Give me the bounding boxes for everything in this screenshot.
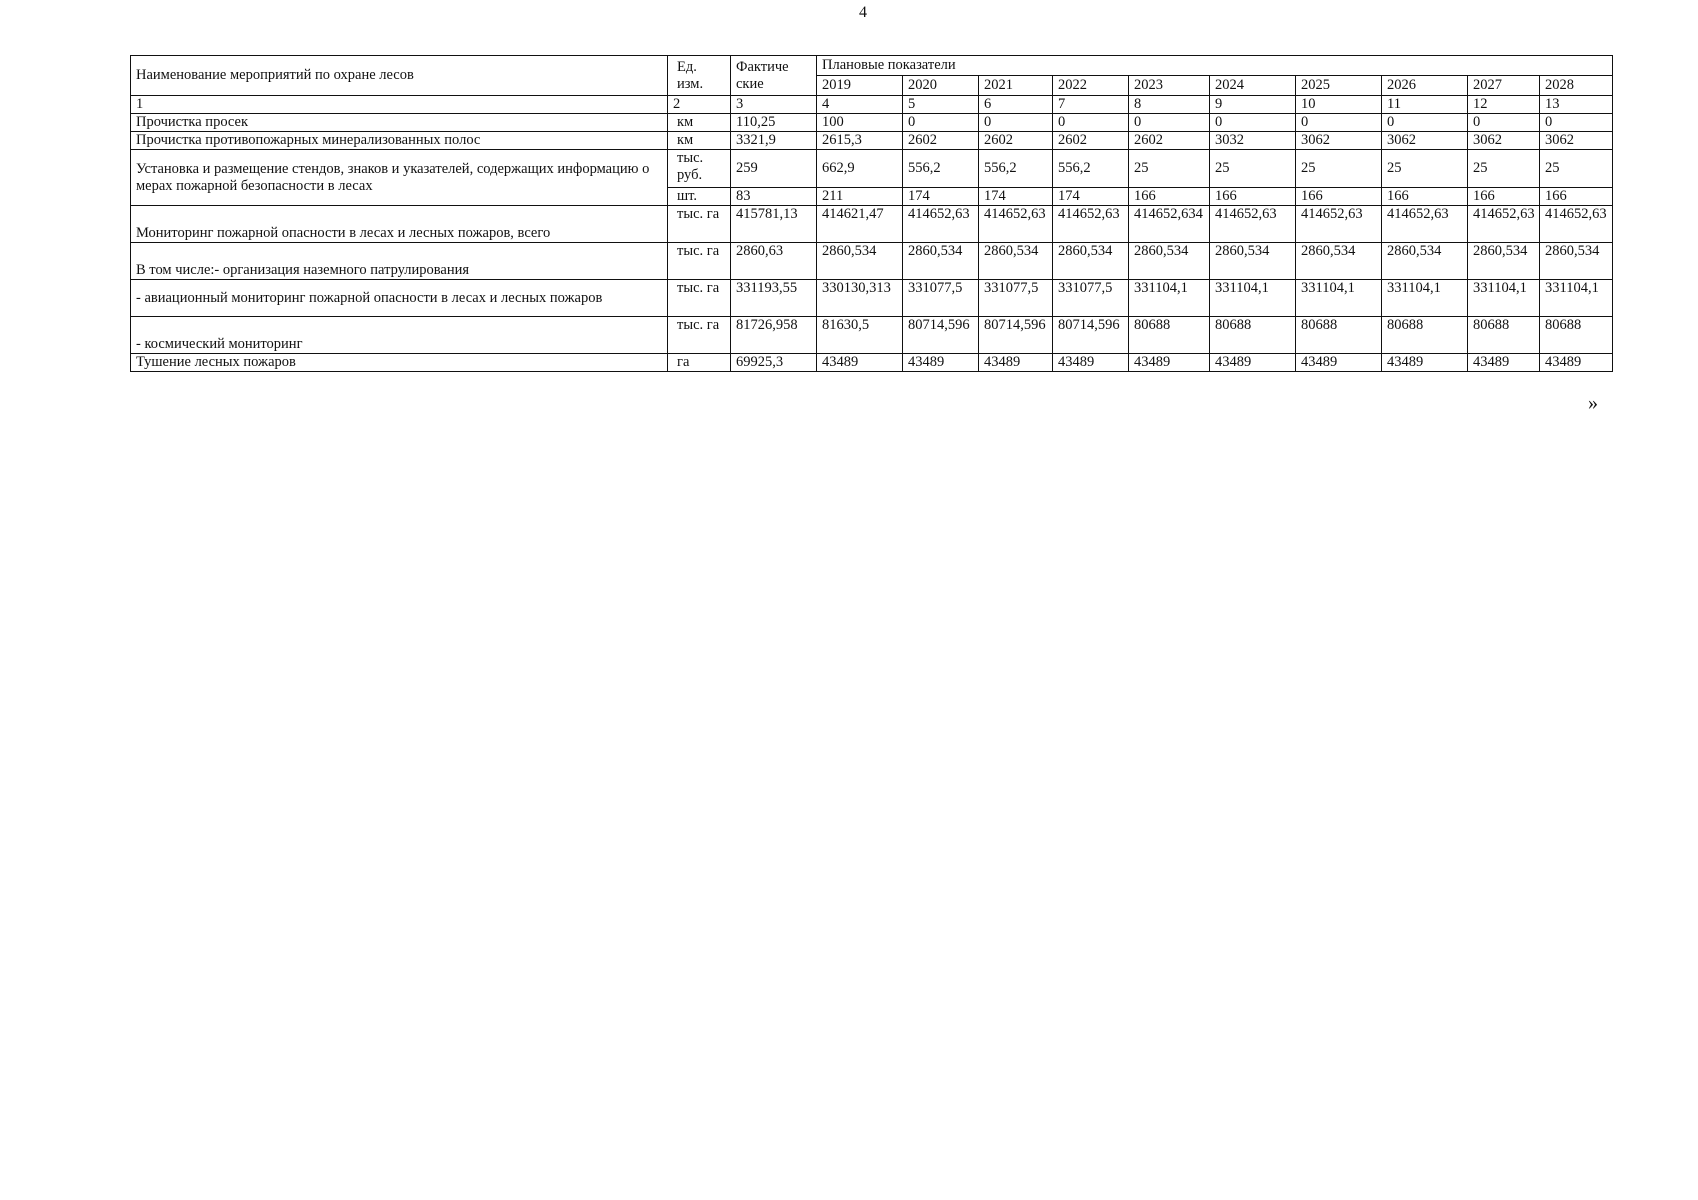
value-cell: 556,2 xyxy=(979,150,1053,188)
column-number-cell: 13 xyxy=(1540,96,1613,114)
value-cell: 80688 xyxy=(1129,317,1210,354)
value-cell: 25 xyxy=(1540,150,1613,188)
column-number-cell: 7 xyxy=(1053,96,1129,114)
value-cell: 414652,63 xyxy=(1382,206,1468,243)
header-name-cell: Наименование мероприятий по охране лесов xyxy=(131,56,668,96)
activity-name-cell: Прочистка противопожарных минерализованных полос xyxy=(131,132,668,150)
value-cell: 174 xyxy=(903,188,979,206)
header-year-cell: 2028 xyxy=(1540,76,1613,96)
value-cell: 2860,534 xyxy=(1296,243,1382,280)
value-cell: 80714,596 xyxy=(1053,317,1129,354)
value-cell: 414621,47 xyxy=(817,206,903,243)
value-cell: 0 xyxy=(1382,114,1468,132)
unit-cell: км xyxy=(668,132,731,150)
value-cell: 414652,63 xyxy=(1053,206,1129,243)
value-cell: 2860,534 xyxy=(903,243,979,280)
closing-quote-mark: » xyxy=(1588,392,1598,414)
value-cell: 0 xyxy=(1296,114,1382,132)
value-cell: 0 xyxy=(1129,114,1210,132)
value-cell: 25 xyxy=(1468,150,1540,188)
value-cell: 0 xyxy=(1540,114,1613,132)
value-cell: 331104,1 xyxy=(1296,280,1382,317)
unit-cell: тыс. га xyxy=(668,243,731,280)
column-number-cell: 3 xyxy=(731,96,817,114)
activity-name-cell: - авиационный мониторинг пожарной опасности в лесах и лесных пожаров xyxy=(131,280,668,317)
value-cell: 80688 xyxy=(1210,317,1296,354)
value-cell: 80714,596 xyxy=(979,317,1053,354)
header-row xyxy=(131,56,1613,76)
table-row xyxy=(131,206,1613,243)
column-number-cell: 10 xyxy=(1296,96,1382,114)
header-year-cell: 2020 xyxy=(903,76,979,96)
value-cell: 83 xyxy=(731,188,817,206)
activity-name-cell: В том числе:- организация наземного патрулирования xyxy=(131,243,668,280)
value-cell: 331104,1 xyxy=(1540,280,1613,317)
table-row xyxy=(131,280,1613,317)
value-cell: 2615,3 xyxy=(817,132,903,150)
value-cell: 166 xyxy=(1296,188,1382,206)
value-cell: 3062 xyxy=(1468,132,1540,150)
value-cell: 0 xyxy=(903,114,979,132)
header-actual-line: ские xyxy=(736,75,764,92)
column-number-cell: 5 xyxy=(903,96,979,114)
value-cell: 166 xyxy=(1382,188,1468,206)
value-cell: 331104,1 xyxy=(1129,280,1210,317)
value-cell: 0 xyxy=(1210,114,1296,132)
value-cell: 80714,596 xyxy=(903,317,979,354)
value-cell: 81726,958 xyxy=(731,317,817,354)
value-cell: 25 xyxy=(1382,150,1468,188)
value-cell: 2602 xyxy=(903,132,979,150)
column-number-cell: 2 xyxy=(668,96,731,114)
value-cell: 331193,55 xyxy=(731,280,817,317)
value-cell: 2860,534 xyxy=(1053,243,1129,280)
unit-cell: га xyxy=(668,354,731,372)
unit-cell: шт. xyxy=(668,188,731,206)
forest-protection-table-container xyxy=(130,55,1612,372)
value-cell: 2602 xyxy=(1053,132,1129,150)
value-cell: 2860,534 xyxy=(1540,243,1613,280)
value-cell: 43489 xyxy=(1382,354,1468,372)
value-cell: 414652,63 xyxy=(979,206,1053,243)
value-cell: 556,2 xyxy=(1053,150,1129,188)
column-number-cell: 9 xyxy=(1210,96,1296,114)
value-cell: 331104,1 xyxy=(1468,280,1540,317)
unit-cell: тыс. руб. xyxy=(668,150,731,188)
value-cell: 25 xyxy=(1210,150,1296,188)
header-year-cell: 2024 xyxy=(1210,76,1296,96)
table-row xyxy=(131,317,1613,354)
value-cell: 166 xyxy=(1540,188,1613,206)
value-cell: 414652,634 xyxy=(1129,206,1210,243)
value-cell: 2602 xyxy=(1129,132,1210,150)
value-cell: 259 xyxy=(731,150,817,188)
value-cell: 43489 xyxy=(817,354,903,372)
header-year-cell: 2027 xyxy=(1468,76,1540,96)
page-number-mark: 4 xyxy=(859,4,867,21)
value-cell: 43489 xyxy=(1210,354,1296,372)
value-cell: 3062 xyxy=(1540,132,1613,150)
value-cell: 43489 xyxy=(1129,354,1210,372)
header-year-cell: 2022 xyxy=(1053,76,1129,96)
table-row xyxy=(131,354,1613,372)
unit-cell: тыс. га xyxy=(668,280,731,317)
value-cell: 3062 xyxy=(1382,132,1468,150)
column-number-cell: 6 xyxy=(979,96,1053,114)
header-year-cell: 2025 xyxy=(1296,76,1382,96)
activity-name-cell: - космический мониторинг xyxy=(131,317,668,354)
unit-cell: тыс. га xyxy=(668,317,731,354)
value-cell: 2860,534 xyxy=(817,243,903,280)
column-number-cell: 8 xyxy=(1129,96,1210,114)
value-cell: 110,25 xyxy=(731,114,817,132)
value-cell: 43489 xyxy=(1540,354,1613,372)
value-cell: 69925,3 xyxy=(731,354,817,372)
value-cell: 2860,63 xyxy=(731,243,817,280)
value-cell: 662,9 xyxy=(817,150,903,188)
value-cell: 414652,63 xyxy=(903,206,979,243)
value-cell: 3032 xyxy=(1210,132,1296,150)
value-cell: 2860,534 xyxy=(1210,243,1296,280)
value-cell: 331077,5 xyxy=(979,280,1053,317)
value-cell: 81630,5 xyxy=(817,317,903,354)
value-cell: 174 xyxy=(979,188,1053,206)
header-year-cell: 2023 xyxy=(1129,76,1210,96)
value-cell: 43489 xyxy=(903,354,979,372)
value-cell: 0 xyxy=(1053,114,1129,132)
header-planned-cell: Плановые показатели xyxy=(817,56,1613,76)
value-cell: 0 xyxy=(1468,114,1540,132)
value-cell: 211 xyxy=(817,188,903,206)
value-cell: 414652,63 xyxy=(1296,206,1382,243)
table-row xyxy=(131,132,1613,150)
value-cell: 43489 xyxy=(1296,354,1382,372)
value-cell: 2860,534 xyxy=(1129,243,1210,280)
header-actual-line: Фактиче xyxy=(736,58,789,75)
value-cell: 330130,313 xyxy=(817,280,903,317)
activity-name-cell: Тушение лесных пожаров xyxy=(131,354,668,372)
column-number-cell: 4 xyxy=(817,96,903,114)
value-cell: 331077,5 xyxy=(1053,280,1129,317)
activity-name-cell: Прочистка просек xyxy=(131,114,668,132)
column-number-cell: 1 xyxy=(131,96,668,114)
value-cell: 331104,1 xyxy=(1210,280,1296,317)
value-cell: 2860,534 xyxy=(1382,243,1468,280)
unit-cell: тыс. га xyxy=(668,206,731,243)
value-cell: 166 xyxy=(1210,188,1296,206)
value-cell: 414652,63 xyxy=(1210,206,1296,243)
value-cell: 43489 xyxy=(979,354,1053,372)
value-cell: 166 xyxy=(1468,188,1540,206)
value-cell: 43489 xyxy=(1053,354,1129,372)
header-year-cell: 2019 xyxy=(817,76,903,96)
header-year-cell: 2026 xyxy=(1382,76,1468,96)
column-number-cell: 11 xyxy=(1382,96,1468,114)
table-row xyxy=(131,150,1613,188)
activity-name-cell: Мониторинг пожарной опасности в лесах и лесных пожаров, всего xyxy=(131,206,668,243)
value-cell: 3062 xyxy=(1296,132,1382,150)
value-cell: 2602 xyxy=(979,132,1053,150)
value-cell: 25 xyxy=(1129,150,1210,188)
value-cell: 2860,534 xyxy=(1468,243,1540,280)
value-cell: 174 xyxy=(1053,188,1129,206)
column-number-cell: 12 xyxy=(1468,96,1540,114)
value-cell: 331077,5 xyxy=(903,280,979,317)
value-cell: 80688 xyxy=(1296,317,1382,354)
value-cell: 100 xyxy=(817,114,903,132)
value-cell: 415781,13 xyxy=(731,206,817,243)
header-unit-cell xyxy=(668,56,731,96)
value-cell: 3321,9 xyxy=(731,132,817,150)
value-cell: 331104,1 xyxy=(1382,280,1468,317)
value-cell: 2860,534 xyxy=(979,243,1053,280)
value-cell: 556,2 xyxy=(903,150,979,188)
forest-protection-table xyxy=(130,55,1613,372)
activity-name-cell: Установка и размещение стендов, знаков и указателей, содержащих информацию о мерах пожарной безопасности в лесах xyxy=(131,150,668,206)
value-cell: 414652,63 xyxy=(1468,206,1540,243)
value-cell: 25 xyxy=(1296,150,1382,188)
value-cell: 414652,63 xyxy=(1540,206,1613,243)
table-row xyxy=(131,243,1613,280)
header-year-cell: 2021 xyxy=(979,76,1053,96)
column-numbers-row xyxy=(131,96,1613,114)
header-unit-line: изм. xyxy=(677,75,704,92)
value-cell: 0 xyxy=(979,114,1053,132)
value-cell: 80688 xyxy=(1382,317,1468,354)
header-actual-cell xyxy=(731,56,817,96)
value-cell: 80688 xyxy=(1540,317,1613,354)
unit-cell: км xyxy=(668,114,731,132)
value-cell: 80688 xyxy=(1468,317,1540,354)
header-unit-line: Ед. xyxy=(677,58,697,75)
value-cell: 166 xyxy=(1129,188,1210,206)
table-row xyxy=(131,114,1613,132)
value-cell: 43489 xyxy=(1468,354,1540,372)
